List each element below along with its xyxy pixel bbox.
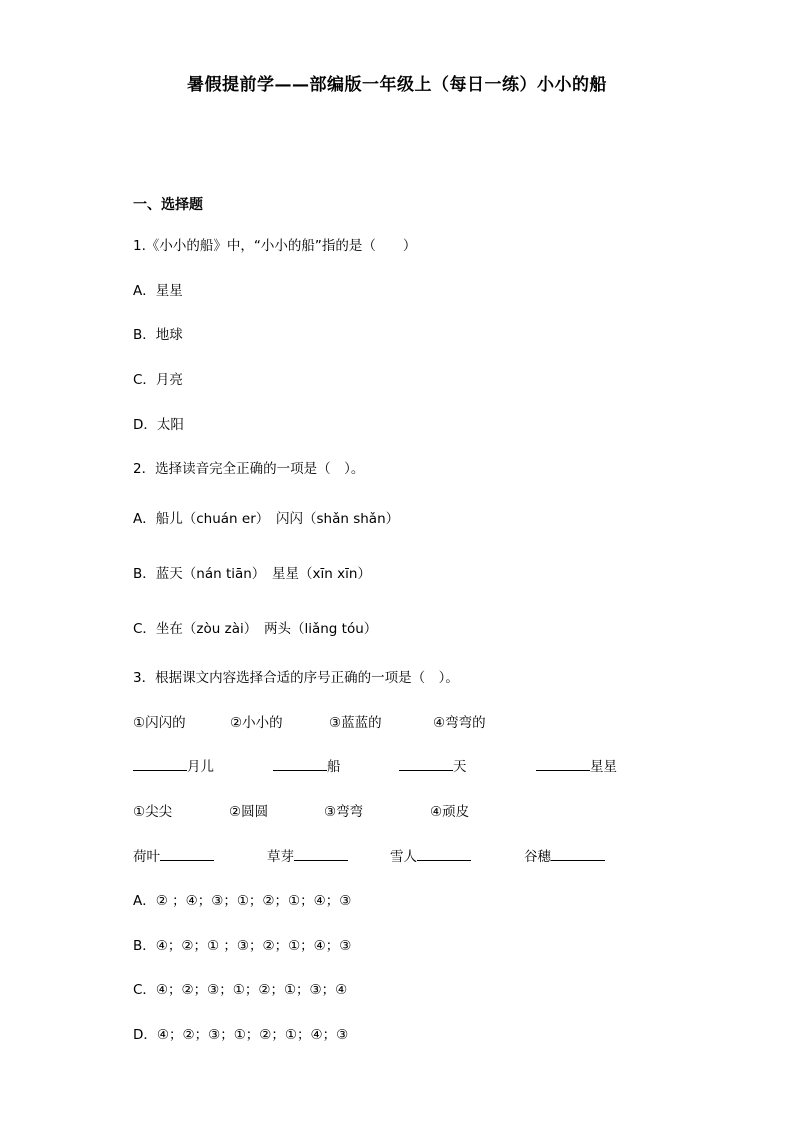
answer-blank bbox=[133, 758, 187, 771]
word-choice: ④弯弯的 bbox=[433, 715, 486, 731]
blank-word: 荷叶 bbox=[133, 849, 160, 865]
word-choice: ④顽皮 bbox=[430, 804, 470, 820]
blank-word: 谷穗 bbox=[524, 849, 551, 865]
question-2-stem: 2．选择读音完全正确的一项是（ ）。 bbox=[133, 461, 365, 477]
q1-option-d: D．太阳 bbox=[133, 417, 184, 433]
section-heading: 一、选择题 bbox=[133, 197, 203, 213]
answer-blank bbox=[399, 758, 453, 771]
fill-blank-row-2 bbox=[133, 845, 693, 865]
q1-option-b: B．地球 bbox=[133, 327, 183, 343]
blank-word: 船 bbox=[327, 759, 341, 775]
word-choice: ②圆圆 bbox=[229, 804, 269, 820]
fill-blank-item bbox=[390, 845, 471, 865]
fill-blank-item bbox=[273, 755, 341, 775]
fill-blank-row-1 bbox=[133, 755, 693, 775]
answer-blank bbox=[551, 848, 605, 861]
fill-blank-item bbox=[267, 845, 348, 865]
question-1-stem: 1.《小小的船》中，“小小的船”指的是（ ） bbox=[133, 238, 417, 254]
q2-option-a: A．船儿（chuán er） 闪闪（shǎn shǎn） bbox=[133, 511, 400, 527]
blank-word: 雪人 bbox=[390, 849, 417, 865]
word-choice: ②小小的 bbox=[230, 715, 283, 731]
q3-option-c: C．④；②；③；①；②；①；③；④ bbox=[133, 982, 348, 998]
fill-blank-item bbox=[399, 755, 467, 775]
q1-option-a: A．星星 bbox=[133, 283, 183, 299]
word-choice: ③弯弯 bbox=[324, 804, 364, 820]
answer-blank bbox=[160, 848, 214, 861]
q3-option-d: D．④；②；③；①；②；①；④；③ bbox=[133, 1027, 349, 1043]
q2-option-b: B．蓝天（nán tiān） 星星（xīn xīn） bbox=[133, 566, 371, 582]
blank-word: 星星 bbox=[590, 759, 617, 775]
blank-word: 天 bbox=[453, 759, 467, 775]
answer-blank bbox=[417, 848, 471, 861]
q1-option-c: C．月亮 bbox=[133, 372, 183, 388]
q3-option-a: A．② ；④；③；①；②；①；④；③ bbox=[133, 893, 352, 909]
fill-blank-item bbox=[133, 755, 214, 775]
q3-option-b: B．④；②；① ；③；②；①；④；③ bbox=[133, 938, 352, 954]
q2-option-c: C．坐在（zòu zài） 两头（liǎng tóu） bbox=[133, 621, 378, 637]
word-choice: ①尖尖 bbox=[133, 804, 173, 820]
word-choices-row-1 bbox=[133, 711, 693, 731]
fill-blank-item bbox=[133, 845, 214, 865]
question-3-stem: 3．根据课文内容选择合适的序号正确的一项是（ ）。 bbox=[133, 670, 459, 686]
word-choice: ①闪闪的 bbox=[133, 715, 186, 731]
word-choices-row-2 bbox=[133, 800, 693, 820]
word-choice: ③蓝蓝的 bbox=[329, 715, 382, 731]
blank-word: 草芽 bbox=[267, 849, 294, 865]
page-title: 暑假提前学——部编版一年级上（每日一练）小小的船 bbox=[187, 75, 607, 95]
answer-blank bbox=[273, 758, 327, 771]
answer-blank bbox=[294, 848, 348, 861]
answer-blank bbox=[536, 758, 590, 771]
fill-blank-item bbox=[536, 755, 617, 775]
fill-blank-item bbox=[524, 845, 605, 865]
blank-word: 月儿 bbox=[187, 759, 214, 775]
